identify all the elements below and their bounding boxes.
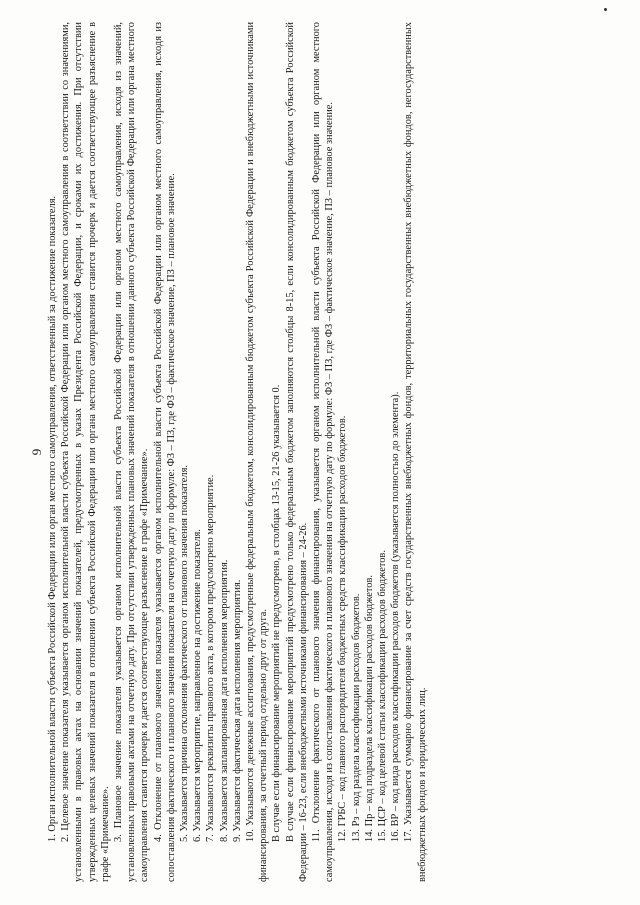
note-paragraph: 16. ВР – код вида расходов классификации расходов бюджетов (указывается полностью до элемента).	[390, 391, 402, 842]
note-paragraph: В случае если финансирование мероприятий не предусмотрено, в столбцах 13-15, 21-26 указывается 0.	[271, 384, 283, 842]
page-number: 9	[29, 448, 44, 456]
note-paragraph: 5. Указывается причина отклонения фактического от планового значения показателя.	[179, 465, 191, 842]
note-paragraph: 2. Целевое значение показателя указывается органом исполнительной власти субъекта Российской Федерации или органом местного самоуправления в соответствии со значениями, установленными в правовых актах на основании значений показателей, предусмотренных в указах Президента Российской Федерации, и сроками их достижения. При отсутствии утвержденных целевых значений показателя в отношении субъекта Российской Федерации или органа местного самоуправления ставится прочерк и дается соответствующее разъяснение в графе «Примечание».	[60, 22, 111, 882]
notes-list	[46, 22, 429, 882]
note-paragraph: 12. ГРБС – код главного распорядителя бюджетных средств классификации расходов бюджетов.	[337, 415, 349, 842]
note-paragraph: 13. Рз – код раздела классификации расходов бюджетов.	[350, 593, 362, 842]
note-paragraph: 10. Указываются денежные ассигнования, предусмотренные федеральным бюджетом, консолидированным бюджетом субъекта Российской Федерации и внебюджетными источниками финансирования, за отчетный период отдельно друг от друга.	[245, 22, 270, 882]
note-paragraph: 8. Указывается запланированная дата исполнения мероприятия.	[218, 559, 230, 842]
note-paragraph: 6. Указывается мероприятие, направленное на достижение показателя.	[192, 529, 204, 842]
note-paragraph: 14. Пр – код подраздела классификации расходов бюджетов.	[363, 575, 375, 842]
note-paragraph: 3. Плановое значение показателя указывается органом исполнительной власти субъекта Российской Федерации или органом местного самоуправления, исходя из значений, установленных правовыми актами на отчетную дату. При отсутствии утвержденных плановых значений показателя в отношении данного субъекта Российской Федерации или органа местного самоуправления ставится прочерк и дается соответствующее разъяснение в графе «Примечание».	[113, 22, 151, 882]
note-paragraph: 4. Отклонение от планового значения показателя указывается органом исполнительной власти субъекта Российской Федерации или органом местного самоуправления, исходя из сопоставления фактического и планового значения показателя на отчетную дату по формуле: ФЗ – ПЗ, где ФЗ – фактическое значение, ПЗ – плановое значение.	[152, 22, 177, 882]
note-paragraph: 7. Указываются реквизиты правового акта, в котором предусмотрено мероприятие.	[205, 474, 217, 842]
note-paragraph: 9. Указывается фактическая дата исполнения мероприятия.	[231, 579, 243, 842]
note-paragraph: 11. Отклонение фактического от планового значения финансирования, указывается органом исполнительной власти субъекта Российской Федерации или органом местного самоуправления, исходя из сопоставления фактического и планового значения на отчетную дату по формуле: ФЗ – ПЗ, где ФЗ – фактическое значение, ПЗ – плановое значение.	[311, 22, 336, 882]
note-paragraph: 1. Орган исполнительной власти субъекта Российской Федерации или орган местного самоуправления, ответственный за достижение показателя.	[47, 195, 58, 842]
note-paragraph: 15. ЦСР – код целевой статьи классификации расходов бюджетов.	[377, 550, 389, 842]
rotated-text-block	[30, 22, 608, 882]
scan-speck	[604, 8, 607, 11]
note-paragraph: В случае если финансирование мероприятий предусмотрено только федеральным бюджетом заполняются столбцы 8-15, если консолидированным бюджетом субъекта Российской Федерации – 16-23, если внебюджетными источниками финансирования – 24-26.	[284, 22, 309, 882]
note-paragraph: 17. Указывается суммарно финансирование за счет средств государственных внебюджетных фондов, территориальных государственных внебюджетных фондов, негосударственных внебюджетных фондов и юридических лиц.	[403, 22, 428, 882]
